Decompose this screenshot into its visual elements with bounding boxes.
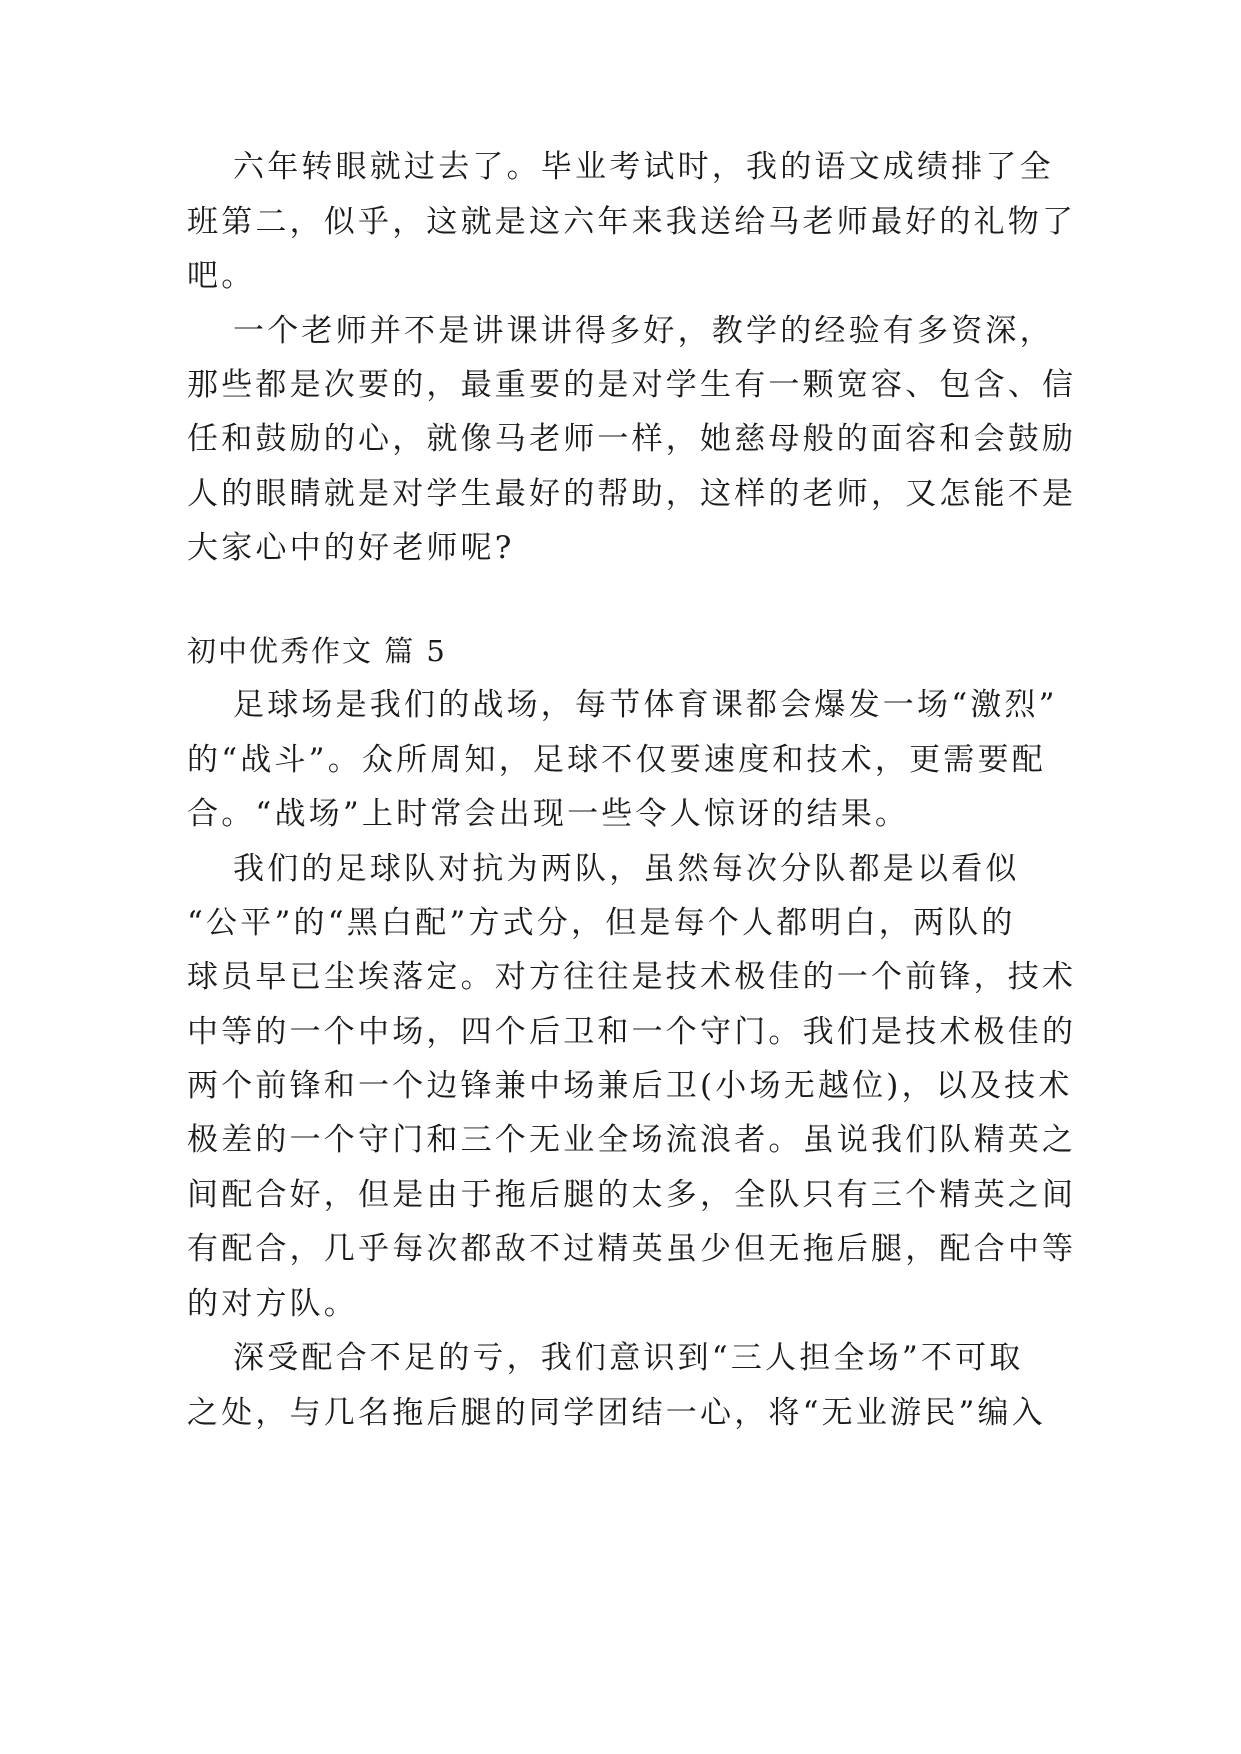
text-line: 一个老师并不是讲课讲得多好，教学的经验有多资深， — [233, 313, 1054, 349]
text-line: 那些都是次要的，最重要的是对学生有一颗宽容、包含、信 — [187, 367, 1077, 403]
text-line: 中等的一个中场，四个后卫和一个守门。我们是技术极佳的 — [187, 1014, 1077, 1050]
text-line: 吧。 — [187, 258, 256, 294]
text-line: 任和鼓励的心，就像马老师一样，她慈母般的面容和会鼓励 — [187, 421, 1077, 457]
text-line: 人的眼睛就是对学生最好的帮助，这样的老师，又怎能不是 — [187, 476, 1077, 512]
text-line: 大家心中的好老师呢? — [187, 530, 515, 566]
text-line: 极差的一个守门和三个无业全场流浪者。虽说我们队精英之 — [187, 1122, 1077, 1158]
text-line: 六年转眼就过去了。毕业考试时，我的语文成绩排了全 — [233, 149, 1054, 185]
text-line: 合。“战场”上时常会出现一些令人惊讶的结果。 — [187, 796, 910, 832]
text-line: 的对方队。 — [187, 1286, 358, 1322]
text-line: 有配合，几乎每次都敌不过精英虽少但无拖后腿，配合中等 — [187, 1231, 1077, 1267]
text-line: 间配合好，但是由于拖后腿的太多，全队只有三个精英之间 — [187, 1177, 1077, 1213]
text-line: 两个前锋和一个边锋兼中场兼后卫(小场无越位)，以及技术 — [187, 1068, 1073, 1104]
text-line: 之处，与几名拖后腿的同学团结一心，将“无业游民”编入 — [187, 1395, 1046, 1431]
text-line: 班第二，似乎，这就是这六年来我送给马老师最好的礼物了 — [187, 204, 1077, 240]
section-heading: 初中优秀作文 篇 5 — [187, 634, 447, 668]
text-line: 球员早已尘埃落定。对方往往是技术极佳的一个前锋，技术 — [187, 959, 1077, 995]
text-line: “公平”的“黑白配”方式分，但是每个人都明白，两队的 — [187, 905, 1016, 941]
text-line: 的“战斗”。众所周知，足球不仅要速度和技术，更需要配 — [187, 742, 1046, 778]
text-line: 足球场是我们的战场，每节体育课都会爆发一场“激烈” — [233, 687, 1058, 723]
text-line: 深受配合不足的亏，我们意识到“三人担全场”不可取 — [233, 1340, 1024, 1376]
text-line: 我们的足球队对抗为两队，虽然每次分队都是以看似 — [233, 851, 1020, 887]
